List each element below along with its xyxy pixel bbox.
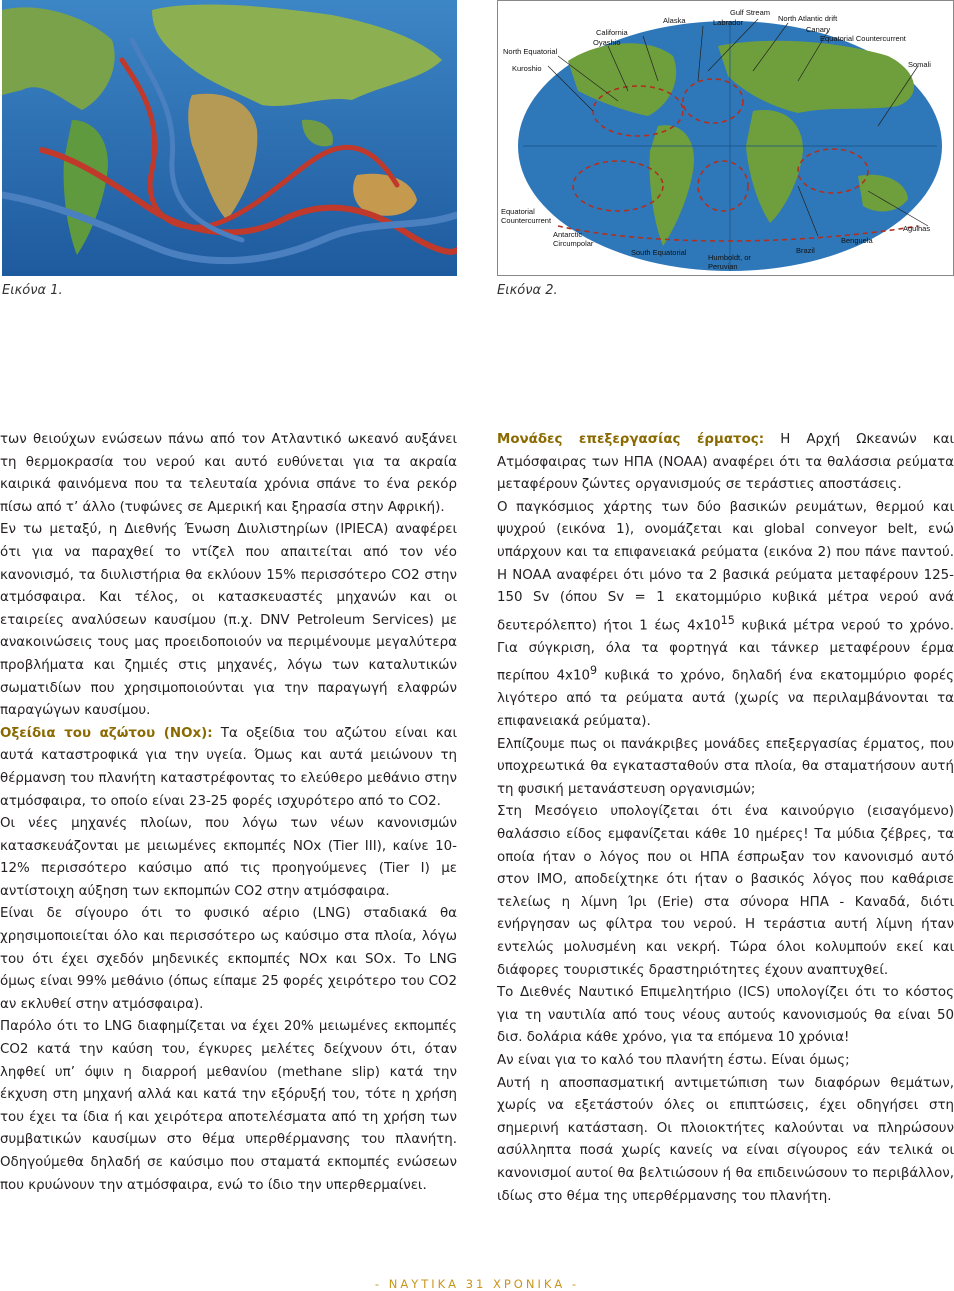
figure-2-caption: Εικόνα 2. (497, 283, 558, 298)
exponent-15: 15 (720, 613, 735, 627)
right-paragraph-3: Ελπίζουμε πως οι πανάκριβες μονάδες επεξεργασίας έρματος, που υποχρεωτικά θα εγκατασταθούν στα πλοία, θα σταματήσουν αυτή τη φυσική μετανάστευση οργανισμών; (497, 736, 954, 797)
left-paragraph-1: των θειούχων ενώσεων πάνω από τον Ατλαντικό ωκεανό αυξάνει τη θερμοκρασία του νερού και αυτό ευθύνεται για τα ακραία καιρικά φαινόμενα που τα τελευταία χρόνια σπάνε το ένα ρεκόρ πίσω από τ’ άλλο (τυφώνες σε Αμερική και ξηρασία στην Αφρική). (0, 432, 457, 515)
label-somali: Somali (908, 60, 931, 69)
noaa-text-a: Ο παγκόσμιος χάρτης των δύο βασικών ρευμάτων, θερμού και ψυχρού (εικόνα 1), ονομάζεται και global conveyor belt, ενώ υπάρχουν και τα επιφανειακά ρεύματα (εικόνα 2) που πάνε παντού. Η NOAA αναφέρει ότι μόνο τα 2 βασικά ρεύματα μεταφέρουν 125-150 Sv (όπου Sv = 1 εκατομμύριο κυβικά μέτρα νερού ανά δευτερόλεπτο) ήτοι 1 έως 4x10 (497, 499, 954, 634)
label-brazil: Brazil (796, 246, 815, 255)
nox-body: Τα οξείδια του αζώτου είναι και αυτά καταστροφικά για την υγεία. Όμως και αυτά μειώνουν τη θέρμανση του πλανήτη καταστρέφοντας το ελεύθερο μεθάνιο στην ατμόσφαιρα, το οποίο είναι 23-25 φορές ισχυρότερο από το CO2. (0, 725, 457, 809)
figure-2-surface-currents-map (497, 0, 954, 276)
currents-map-image (498, 1, 953, 275)
right-paragraph-7: Αυτή η αποσπασματική αντιμετώπιση των διαφόρων θεμάτων, χωρίς να εξετάστούν όλες οι επιπτώσεις, έχει οδηγήσει στη σημερινή κατάσταση. Οι πλοιοκτήτες καλούνται να πληρώσουν ασύλληπτα ποσά χωρίς κανείς να είναι σίγουρος εάν τελικά οι κανονισμοί αυτοί θα βελτιώσουν ή θα επιδεινώσουν το περιβάλλον, ιδίως στο θέμα της υπερθέρμανσης του πλανήτη. (497, 1075, 954, 1204)
figure-1-caption: Εικόνα 1. (2, 283, 63, 298)
exponent-9: 9 (590, 664, 598, 678)
noaa-text-c: κυβικά το χρόνο, δηλαδή ένα εκατομμύριο φορές λιγότερο από τα ρεύματα αυτά (χωρίς να περιλαμβάνονται τα επιφανειακά ρεύματα). (497, 668, 954, 730)
right-paragraph-4: Στη Μεσόγειο υπολογίζεται ότι ένα καινούργιο (εισαγόμενο) θαλάσσιο είδος εμφανίζεται κάθε 10 ημέρες! Τα μύδια ζέβρες, τα οποία ήταν ο λόγος που οι ΗΠΑ έσπρωξαν τον κανονισμό αυτό στον IMO, αποδείχτηκε ότι ήταν ο βασικός λόγος που καθάρισε τελείως η λίμνη Ίρι (Εrie) στα σύνορα ΗΠΑ - Καναδά, διότι ενήργησαν ως φίλτρα του νερού. Η τεράστια αυτή λίμνη ήταν εντελώς μολυσμένη και νεκρή. Τώρα όλοι κολυμπούν εκεί και διάφορες τουριστικές δραστηριότητες έχουν αναπτυχθεί. (497, 804, 954, 978)
left-paragraph-2: Εν τω μεταξύ, η Διεθνής Ένωση Διυλιστηρίων (IPIECA) αναφέρει ότι για να παραχθεί το ντίζελ που απαιτείται από τον νέο κανονισμό, τα διυλιστήρια θα εκλύουν 15% περισσότερο CO2 στην ατμόσφαιρα. Και τέλος, οι κατασκευαστές μηχανών και οι εταιρείες αναλύσεων καυσίμου (π.χ. DNV Petroleum Services) με ανακοινώσεις τους μας προειδοποιούν να περιμένουμε μεγαλύτερα προβλήματα και ζημιές στις μηχανές, λόγω των καταλυτικών σωματιδίων που χρησιμοποιούνται για την παραγωγή ελαφρών παραγώγων καυσίμου. (0, 522, 457, 719)
label-oyashio: Oyashio (593, 38, 621, 47)
right-paragraph-2 (497, 497, 954, 734)
label-antarctic-1: Antarctic (553, 230, 583, 239)
label-humboldt-2: Peruvian (708, 262, 738, 271)
left-paragraph-4: Οι νέες μηχανές πλοίων, που λόγω των νέων κανονισμών κατασκευάζονται με μειωμένες εκπομπές NOx (Tier III), καίνε 10-12% περισσότερο καύσιμο από τις προηγούμενες (Tier I) με αντίστοιχη αύξηση των εκπομπών CO2 στην ατμόσφαιρα. (0, 816, 457, 899)
label-agulhas: Agulhas (903, 224, 931, 233)
right-paragraph-6: Αν είναι για το καλό του πλανήτη έστω. Είναι όμως; (497, 1052, 850, 1068)
label-alaska: Alaska (663, 16, 686, 25)
world-map-image (2, 0, 457, 276)
right-text-column (497, 429, 954, 1208)
figure-1-conveyor-belt-map (2, 0, 457, 276)
left-paragraph-5: Είναι δε σίγουρο ότι το φυσικό αέριο (LNG) σταδιακά θα χρησιμοποιείται όλο και περισσότερο ως καύσιμο στα πλοία, λόγω του ότι έχει σχεδόν μηδενικές εκπομπές NOx και SOx. Το LNG όμως είναι 99% μεθάνιο (όπως είπαμε 25 φορές χειρότερο του CO2 αν εκλυθεί στην ατμόσφαιρα). (0, 906, 457, 1012)
label-equatorial-countercurrent-left-1: Equatorial (501, 207, 535, 216)
label-north-atlantic-drift: North Atlantic drift (778, 14, 838, 23)
left-text-column (0, 429, 457, 1197)
right-paragraph-1 (497, 429, 954, 497)
label-benguela: Benguela (841, 236, 873, 245)
label-gulf-stream: Gulf Stream (730, 8, 771, 17)
label-antarctic-2: Circumpolar (553, 239, 594, 248)
page-footer: - ΝΑΥΤΙΚΑ 31 ΧΡΟΝΙΚΑ - (374, 1277, 580, 1291)
nox-heading: Οξείδια του αζώτου (NOx): (0, 725, 213, 741)
label-california: California (596, 28, 628, 37)
label-canary: Canary (806, 25, 831, 34)
label-equatorial-countercurrent-top: Equatorial Countercurrent (820, 34, 906, 43)
noaa-text-b: κυβικά μέτρα νερού το χρόνο. Για σύγκριση, όλα τα φορτηγά και τάνκερ μεταφέρουν έρμα περίπου 4x10 (497, 618, 954, 684)
label-north-equatorial: North Equatorial (503, 47, 558, 56)
ballast-body: Η Αρχή Ωκεανών και Ατμόσφαιρας των ΗΠΑ (NOAA) αναφέρει ότι τα θαλάσσια ρεύματα μεταφέρουν ζώντες οργανισμούς σε τεράστιες αποστάσεις. (497, 432, 954, 493)
label-kuroshio: Kuroshio (512, 64, 542, 73)
left-paragraph-3 (0, 723, 457, 813)
right-paragraph-5: Το Διεθνές Ναυτικό Επιμελητήριο (ICS) υπολογίζει ότι το κόστος για τη ναυτιλία από τους νέους αυτούς κανονισμούς θα είναι 50 δισ. δολάρια κάθε χρόνο, για τα επόμενα 10 χρόνια! (497, 985, 954, 1046)
label-equatorial-countercurrent-left-2: Countercurrent (501, 216, 552, 225)
label-humboldt-1: Humboldt, or (708, 253, 751, 262)
label-south-equatorial: South Equatorial (631, 248, 687, 257)
label-labrador: Labrador (713, 18, 744, 27)
ballast-heading: Μονάδες επεξεργασίας έρματος: (497, 432, 765, 447)
left-paragraph-6: Παρόλο ότι το LNG διαφημίζεται να έχει 20% μειωμένες εκπομπές CO2 κατά την καύση του, έγκυρες μελέτες δείχνουν ότι, όταν ληφθεί υπ’ όψιν η διαρροή μεθανίου (methane slip) κατά την έκχυση στη μηχανή αλλά και κατά την εξόρυξή του, τότε η χρήση του έχει τα ίδια ή και χειρότερα αποτελέσματα από τη χρήση των συμβατικών καυσίμων στο θέμα υπερθέρμανσης του πλανήτη. Οδηγούμεθα δηλαδή σε καύσιμο που σταματά εκπομπές ενώσεων που κρυώνουν την ατμόσφαιρα, ενώ το ίδιο την υπερθερμαίνει. (0, 1019, 457, 1193)
